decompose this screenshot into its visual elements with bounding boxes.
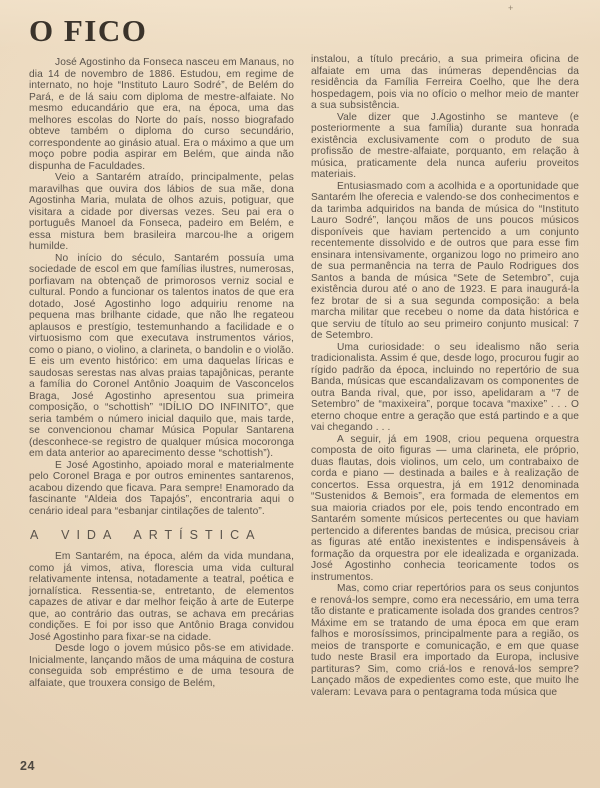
paragraph: No início do século, Santarém possuía uma sociedade de escol em que famílias ilustres, numerosas, porfiavam na obtençaõ de primorosos verniz social e cultural. Pondo a funcionar os talentos inatos de que era dotado, José Agostinho logo adquiriu renome na pequena mas brilhante cidade, que não lhe regateou aplausos e prestígio, testemunhando a facilidade e o virtuosismo com que executava instrumentos vários, como o piano, o violino, a clarineta, o bandolin e o violão. E eis um evento histórico: em uma daquelas líricas e saudosas serestas nas alvas praias tapajônicas, perante a família do Coronel Antônio Joaquim de Vasconcelos Braga, José Agostinho apresentou sua primeira composição, o “schottish” “IDÍLIO DO INFINITO”, que seria também o número inicial daquilo que, mais tarde, se convencionou chamar Música Popular Santarena (desconhece-se registro de qualquer música mocoronga em data anterior ao aparecimento desse “schottish”).: [29, 252, 294, 459]
paragraph: Vale dizer que J.Agostinho se manteve (e posteriormente a sua família) durante sua honrada existência exclusivamente com o produto de sua profissão de mestre-alfaiate, porquanto, em relação à música, praticamente dela nunca auferiu proveitos materiais.: [311, 111, 579, 180]
paragraph: Entusiasmado com a acolhida e a oportunidade que Santarém lhe oferecia e valendo-se dos conhecimentos e da tarimba adquiridos na banda de música do “Instituto Lauro Sodré”, lançou mãos de uns poucos músicos disponíveis que haviam pertencido a um conjunto recentemente dissolvido e de outros que para esse fim ensinara intensivamente, organizou logo no primeiro ano de sua permanência na terra de Paulo Rodrigues dos Santos a banda de música “Sete de Setembro”, cuja existência durou até o ano de 1923. E para inaugurá-la fez brotar de si a sua segunda composição: a bela marcha militar que recebeu o nome da data histórica e que serviu de título ao seu primeiro conjunto musical: 7 de Setembro.: [311, 180, 579, 341]
paragraph: instalou, a título precário, a sua primeira oficina de alfaiate em uma das inúmeras dependências da residência da Família Ferreira Coelho, que lhe dera hospedagem, pois via no ofício o melhor meio de manter a sua subsistência.: [311, 54, 579, 111]
paragraph: E José Agostinho, apoiado moral e materialmente pelo Coronel Braga e por outros eminentes santarenos, acabou dizendo que ficava. Para sempre! Enamorado da fascinante “Aldeia dos Tapajós”, encontraria aqui o cenário ideal para “esbanjar cintilações de talento”.: [29, 459, 294, 517]
paragraph: Mas, como criar repertórios para os seus conjuntos e renová-los sempre, como era necessário, em uma terra tão distante e praticamente isolada dos grandes centros? Máxime em se tratando de uma época em que eram falhos e morosíssimos, principalmente para a região, os meios de transporte e comunicação, e em que quase tudo neste Brasil era importado da Europa, inclusive partituras? Sim, como criá-los e renová-los sempre? Lançado mãos de expedientes como este, que muito lhe valeram: Levava para o pentagrama toda música que: [311, 583, 579, 698]
paragraph: Em Santarém, na época, além da vida mundana, como já vimos, ativa, florescia uma vida cultural relativamente intensa, notadamente a teatral, poética e jornalística. Ressentia-se, entretanto, de elementos capazes de ativar e dar melhor feição à arte de Euterpe que, ao contrário das outras, se achava em precárias condições. E foi por isso que Antônio Braga convidou José Agostinho para fixar-se na cidade.: [29, 551, 294, 643]
scan-artifact-mark: +: [508, 3, 514, 13]
paragraph: Uma curiosidade: o seu idealismo não seria tradicionalista. Assim é que, desde logo, procurou fugir ao rígido padrão da época, incluindo no repertório de sua Banda, músicas que escandalizavam os componentes de outra Banda rival, que, por isso, apelidaram a “7 de Setembro” de “maxixeira”, porque tocava “maxixe” . . . O eterno choque entre a geração que está partindo e a que vai chegando . . .: [311, 341, 579, 433]
paragraph: José Agostinho da Fonseca nasceu em Manaus, no dia 14 de novembro de 1886. Estudou, em regime de internato, no hoje “Instituto Lauro Sodré”, de Belém do Pará, e de lá saiu com diploma de mestre-alfaiate. No mesmo educandário que era, na época, uma das melhores escolas do Norte do país, nosso biografado obteve também o diploma do curso secundário, correspondente ao ginásio atual. Era o máximo a que um moço pobre podia aspirar em Belém, que ainda não dispunha de Faculdades.: [29, 57, 294, 172]
left-column: [29, 12, 294, 698]
page-title: O FICO: [29, 13, 148, 48]
section-heading: A VIDA ARTÍSTICA: [30, 528, 262, 542]
page-number: 24: [20, 759, 35, 773]
right-column: [311, 12, 579, 698]
paragraph: Veio a Santarém atraído, principalmente, pelas maravilhas que ouvira dos lábios de sua mãe, dona Agostinha Maria, mulata de olhos azuis, potiguar, que visitara a cidade por diversas vezes. Seu pai era o português Manoel da Fonseca, padeiro em Belém, e essa mistura bem brasileira marcou-lhe a origem humilde.: [29, 172, 294, 252]
paragraph: Desde logo o jovem músico pôs-se em atividade. Inicialmente, lançando mãos de uma máquina de costura conseguida sob empréstimo e de uma tesoura de alfaiate, que trouxera consigo de Belém,: [29, 643, 294, 689]
paragraph: A seguir, já em 1908, criou pequena orquestra composta de oito figuras — uma clarineta, ele próprio, duas flautas, dois violinos, um celo, um contrabaixo de corda e piano — destinada a bailes e à realização de concertos. Essa orquestra, já em 1912 denominada “Sustenidos & Bemois”, era formada de elementos em sua maioria criados por ele, pois tendo encontrado em Santarém somente músicos pertecentes ou que haviam pertencido a diferentes bandas de música, precisou criar as figuras até então inexistentes e indispensáveis à formação da orquestra por ele idealizada e organizada. José Agostinho conhecia teoricamente todos os instrumentos.: [311, 433, 579, 583]
